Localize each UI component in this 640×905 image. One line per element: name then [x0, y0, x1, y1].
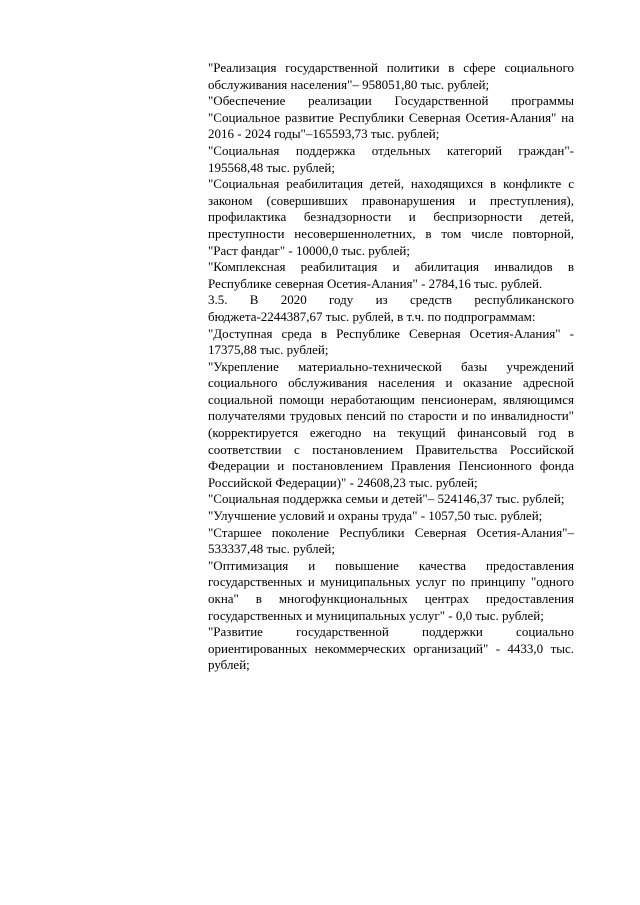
paragraph-nonprofit-support: "Развитие государственной поддержки социально ориентированных некоммерческих организаций" - 4433,0 тыс. рублей;: [208, 624, 574, 673]
paragraph-labor-conditions: "Улучшение условий и охраны труда" - 1057,50 тыс. рублей;: [208, 508, 543, 524]
paragraph-social-services-policy: "Реализация государственной политики в сфере социального обслуживания населения"– 958051,80 тыс. рублей;: [208, 60, 574, 92]
paragraph-accessible-environment: "Доступная среда в Республике Северная Осетия-Алания" - 17375,88 тыс. рублей;: [208, 325, 574, 358]
paragraph-family-support: "Социальная поддержка семьи и детей"– 524146,37 тыс. рублей;: [208, 491, 565, 507]
paragraph-infrastructure-strengthening: "Укрепление материально-технической базы учреждений социального обслуживания населения и оказание адресной социальной помощи неработающим пенсионерам, являющимся получателями трудовых пенсий по старости и по инвалидности" (корректируется ежегодно на текущий финансовый год в соответствии с постановлением Правительства Российской Федерации и постановлением Правления Пенсионного фонда Российской Федерации)" - 24608,23 тыс. рублей;: [208, 358, 574, 490]
paragraph-child-rehabilitation: "Социальная реабилитация детей, находящихся в конфликте с законом (совершивших правонарушения и преступления), профилактика безнадзорности и беспризорности детей, преступности несовершеннолетних, в том числе повторной, "Раст фандаг" - 10000,0 тыс. рублей;: [208, 176, 574, 258]
paragraph-one-window-services: "Оптимизация и повышение качества предоставления государственных и муниципальных услуг по принципу "одного окна" в многофункциональных центрах предоставления государственных и муниципальных услуг" - 0,0 тыс. рублей;: [208, 557, 574, 623]
paragraph-disability-rehabilitation: "Комплексная реабилитация и абилитация инвалидов в Республике северная Осетия-Алания" - 2784,16 тыс. рублей.: [208, 259, 574, 291]
paragraph-program-implementation: "Обеспечение реализации Государственной программы "Социальное развитие Республики Северная Осетия-Алания" на 2016 - 2024 годы"–165593,73 тыс. рублей;: [208, 93, 574, 142]
paragraph-social-support-categories: "Социальная поддержка отдельных категорий граждан"- 195568,48 тыс. рублей;: [208, 142, 574, 175]
paragraph-section-3-5: 3.5. В 2020 году из средств республиканского бюджета-2244387,67 тыс. рублей, в т.ч. по подпрограммам:: [208, 292, 574, 324]
text-column: [208, 60, 574, 674]
paragraph-senior-generation: "Старшее поколение Республики Северная Осетия-Алания"–533337,48 тыс. рублей;: [208, 524, 574, 557]
